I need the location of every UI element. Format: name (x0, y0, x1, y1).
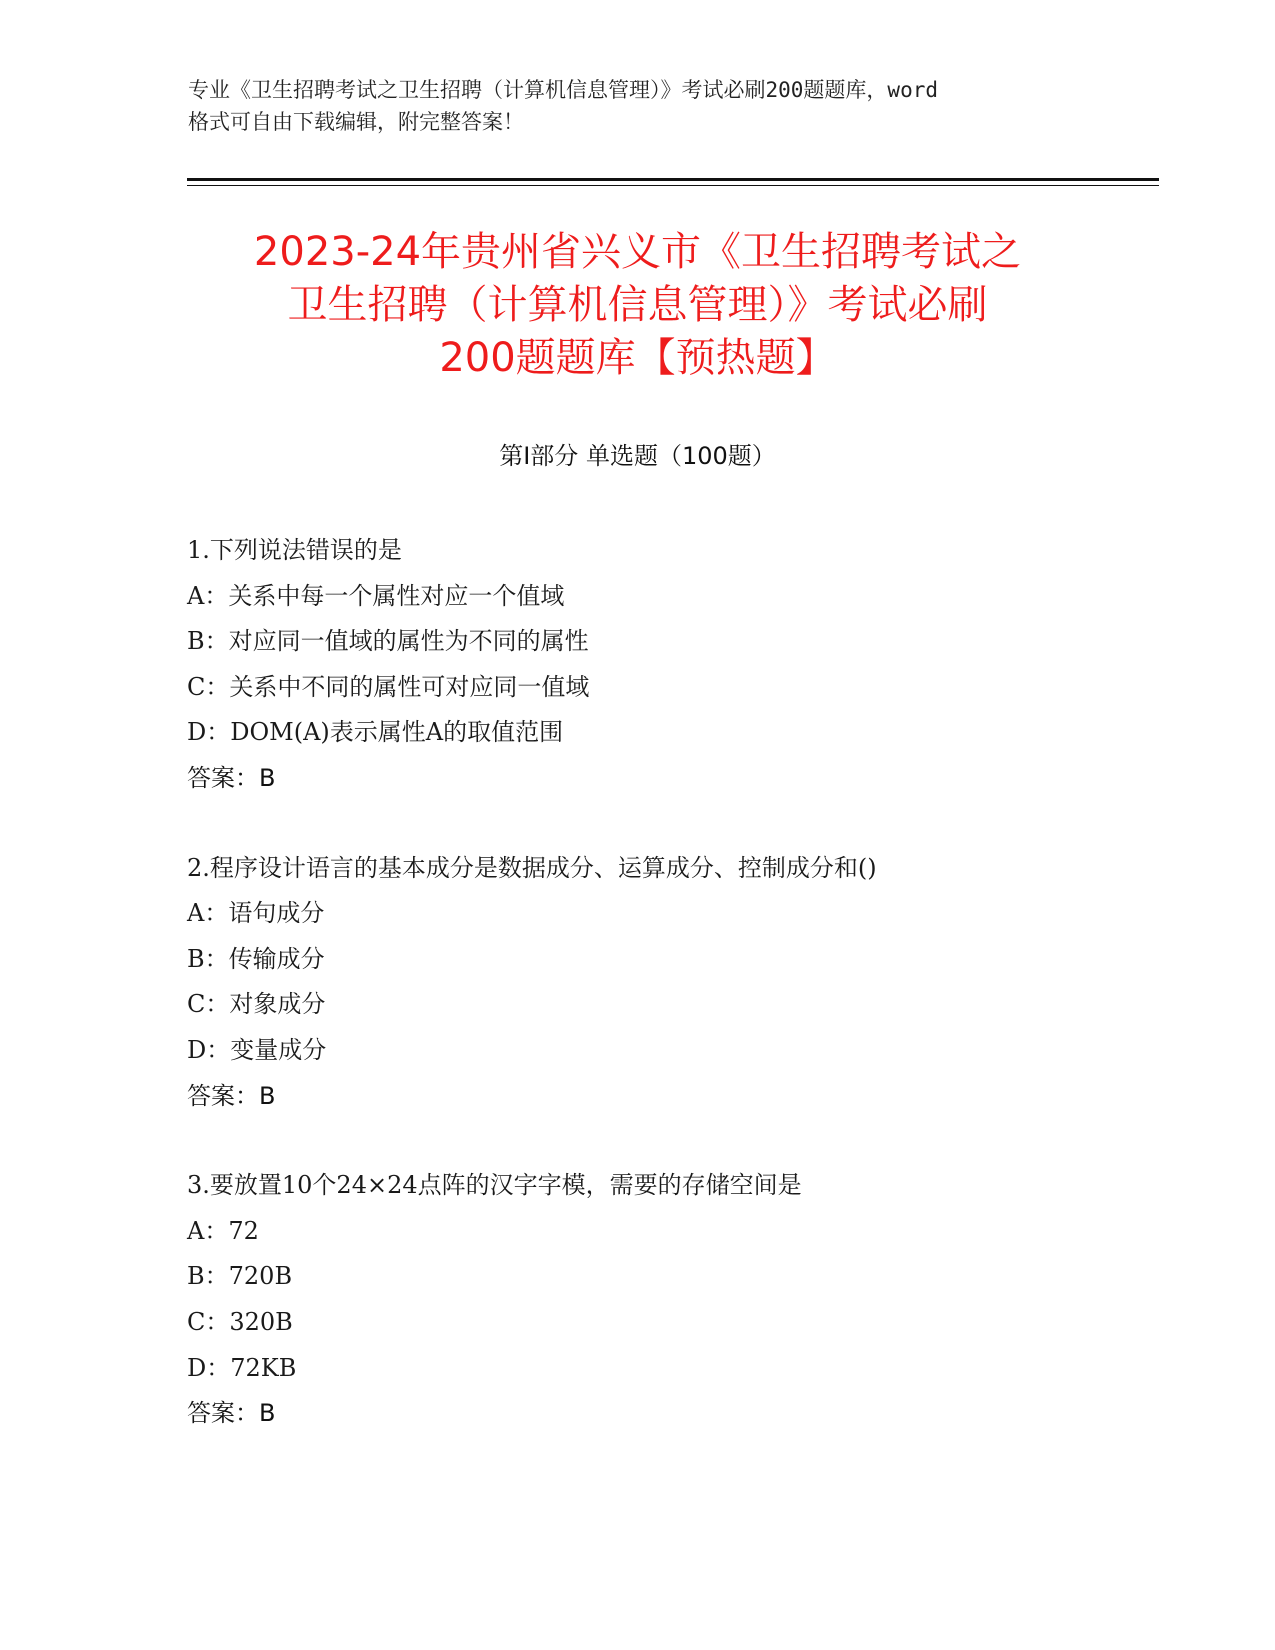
option-b: B：720B (187, 1262, 293, 1291)
option-d: D：72KB (187, 1353, 297, 1382)
option-b: B：传输成分 (187, 944, 325, 973)
answer-line: 答案：B (187, 763, 276, 792)
option-a: A：关系中每一个属性对应一个值域 (187, 581, 565, 610)
header-note-line-2: 格式可自由下载编辑，附完整答案！ (188, 110, 524, 134)
option-c: C：对象成分 (187, 990, 326, 1019)
header-note (188, 74, 1108, 138)
question-stem: 1.下列说法错误的是 (187, 536, 402, 564)
header-divider-thin (187, 185, 1159, 186)
answer-line: 答案：B (187, 1399, 276, 1428)
question-list (187, 528, 1107, 1481)
option-a: A：语句成分 (187, 899, 325, 928)
option-a: A：72 (187, 1216, 259, 1245)
option-c: C：320B (187, 1307, 293, 1336)
title-line-1: 2023-24年贵州省兴义市《卫生招聘考试之 (253, 229, 1022, 275)
title-line-3: 200题题库【预热题】 (439, 335, 836, 381)
answer-line: 答案：B (187, 1081, 276, 1110)
document-title (150, 226, 1125, 385)
section-heading: 第Ⅰ部分 单选题（100题） (499, 442, 776, 470)
title-line-2: 卫生招聘（计算机信息管理）》考试必刷 (287, 282, 988, 328)
option-c: C：关系中不同的属性可对应同一值域 (187, 672, 590, 701)
question-stem: 2.程序设计语言的基本成分是数据成分、运算成分、控制成分和() (187, 853, 877, 882)
question-2 (187, 846, 1107, 1120)
question-stem: 3.要放置10个24×24点阵的汉字字模，需要的存储空间是 (187, 1171, 802, 1200)
option-d: D：变量成分 (187, 1035, 327, 1064)
header-note-line-1: 专业《卫生招聘考试之卫生招聘（计算机信息管理）》考试必刷200题题库，word (188, 78, 938, 102)
option-d: D：DOM(A)表示属性A的取值范围 (187, 718, 564, 747)
question-3 (187, 1163, 1107, 1437)
option-b: B：对应同一值域的属性为不同的属性 (187, 627, 589, 656)
question-1 (187, 528, 1107, 802)
header-divider-thick (187, 178, 1159, 181)
